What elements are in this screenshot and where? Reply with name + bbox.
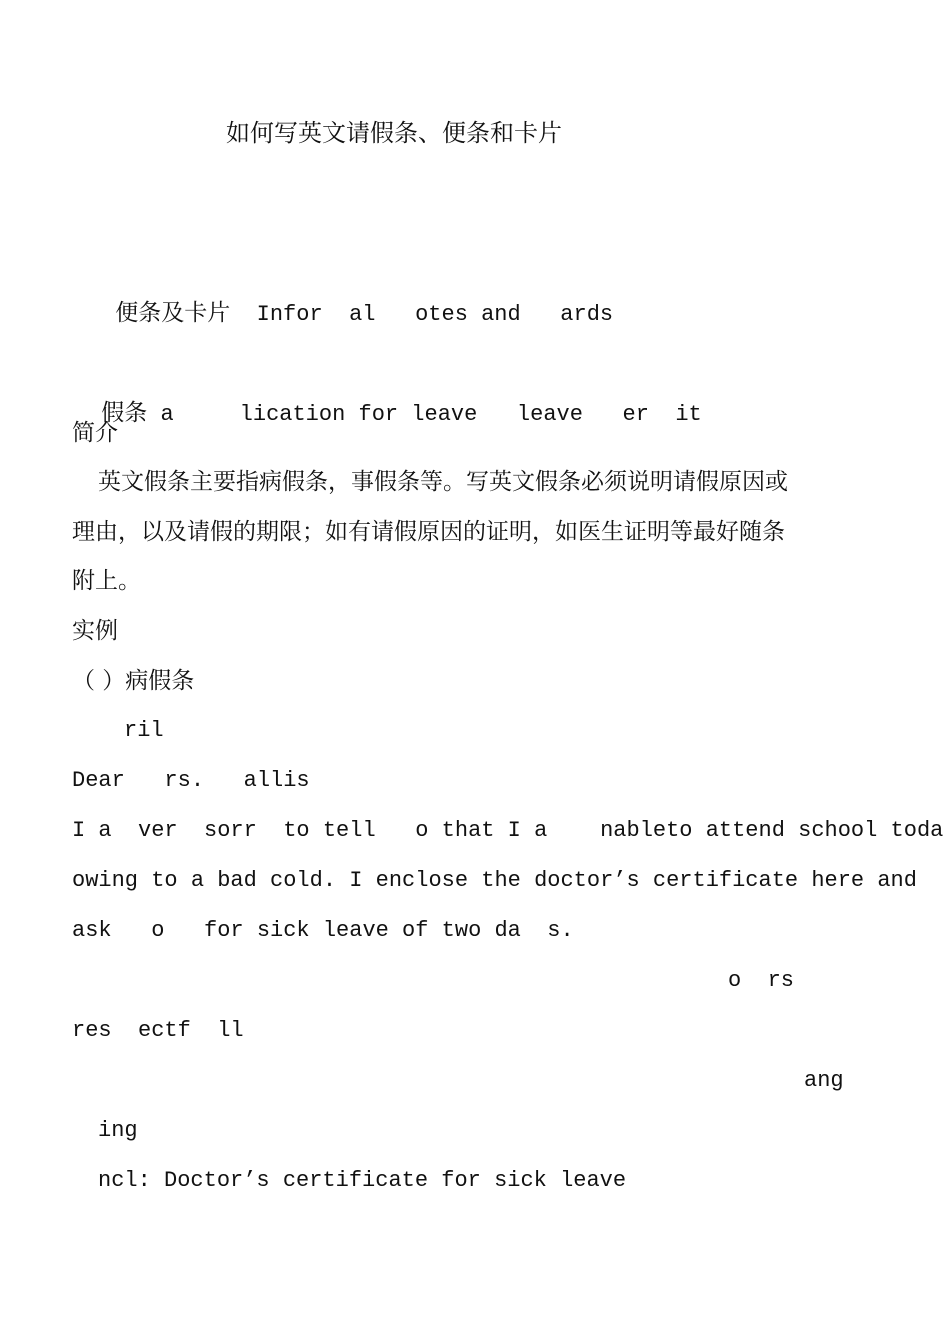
letter-body-line-2: owing to a bad cold. I enclose the doctor’s certificate here and xyxy=(72,868,917,893)
subheading xyxy=(72,368,702,460)
document-title: 如何写英文请假条、便条和卡片 xyxy=(226,119,562,147)
intro-label: 简介 xyxy=(72,420,118,446)
section-heading-en-text: Infor al otes and ards xyxy=(256,302,614,327)
intro-line-2: 理由，以及请假的期限；如有请假原因的证明，如医生证明等最好随条 xyxy=(72,519,785,545)
section-heading-en xyxy=(230,302,613,327)
intro-line-1: 英文假条主要指病假条，事假条等。写英文假条必须说明请假原因或 xyxy=(98,469,788,495)
subheading-cn: 假条 xyxy=(101,400,148,426)
example-1-label: （ ）病假条 xyxy=(72,668,195,694)
intro-line-3: 附上。 xyxy=(72,568,141,594)
closing-line-1: o rs xyxy=(728,968,795,993)
letter-greeting: Dear rs. allis xyxy=(72,768,310,793)
section-heading xyxy=(86,268,613,360)
signature-line-2: ing xyxy=(98,1118,138,1143)
letter-body-line-1: I a ver sorr to tell o that I a nableto attend school toda xyxy=(72,818,944,843)
example-label: 实例 xyxy=(72,618,118,644)
signature-line-1: ang xyxy=(804,1068,844,1093)
letter-body-line-3: ask o for sick leave of two da s. xyxy=(72,918,574,943)
subheading-en: a lication for leave leave er it xyxy=(160,402,702,427)
letter-date: ril xyxy=(124,718,164,743)
section-heading-cn: 便条及卡片 xyxy=(115,300,231,326)
subheading-en-wrapper xyxy=(147,402,702,427)
closing-line-2: res ectf ll xyxy=(72,1018,244,1043)
enclosure-note: ncl: Doctor’s certificate for sick leave xyxy=(98,1168,627,1193)
